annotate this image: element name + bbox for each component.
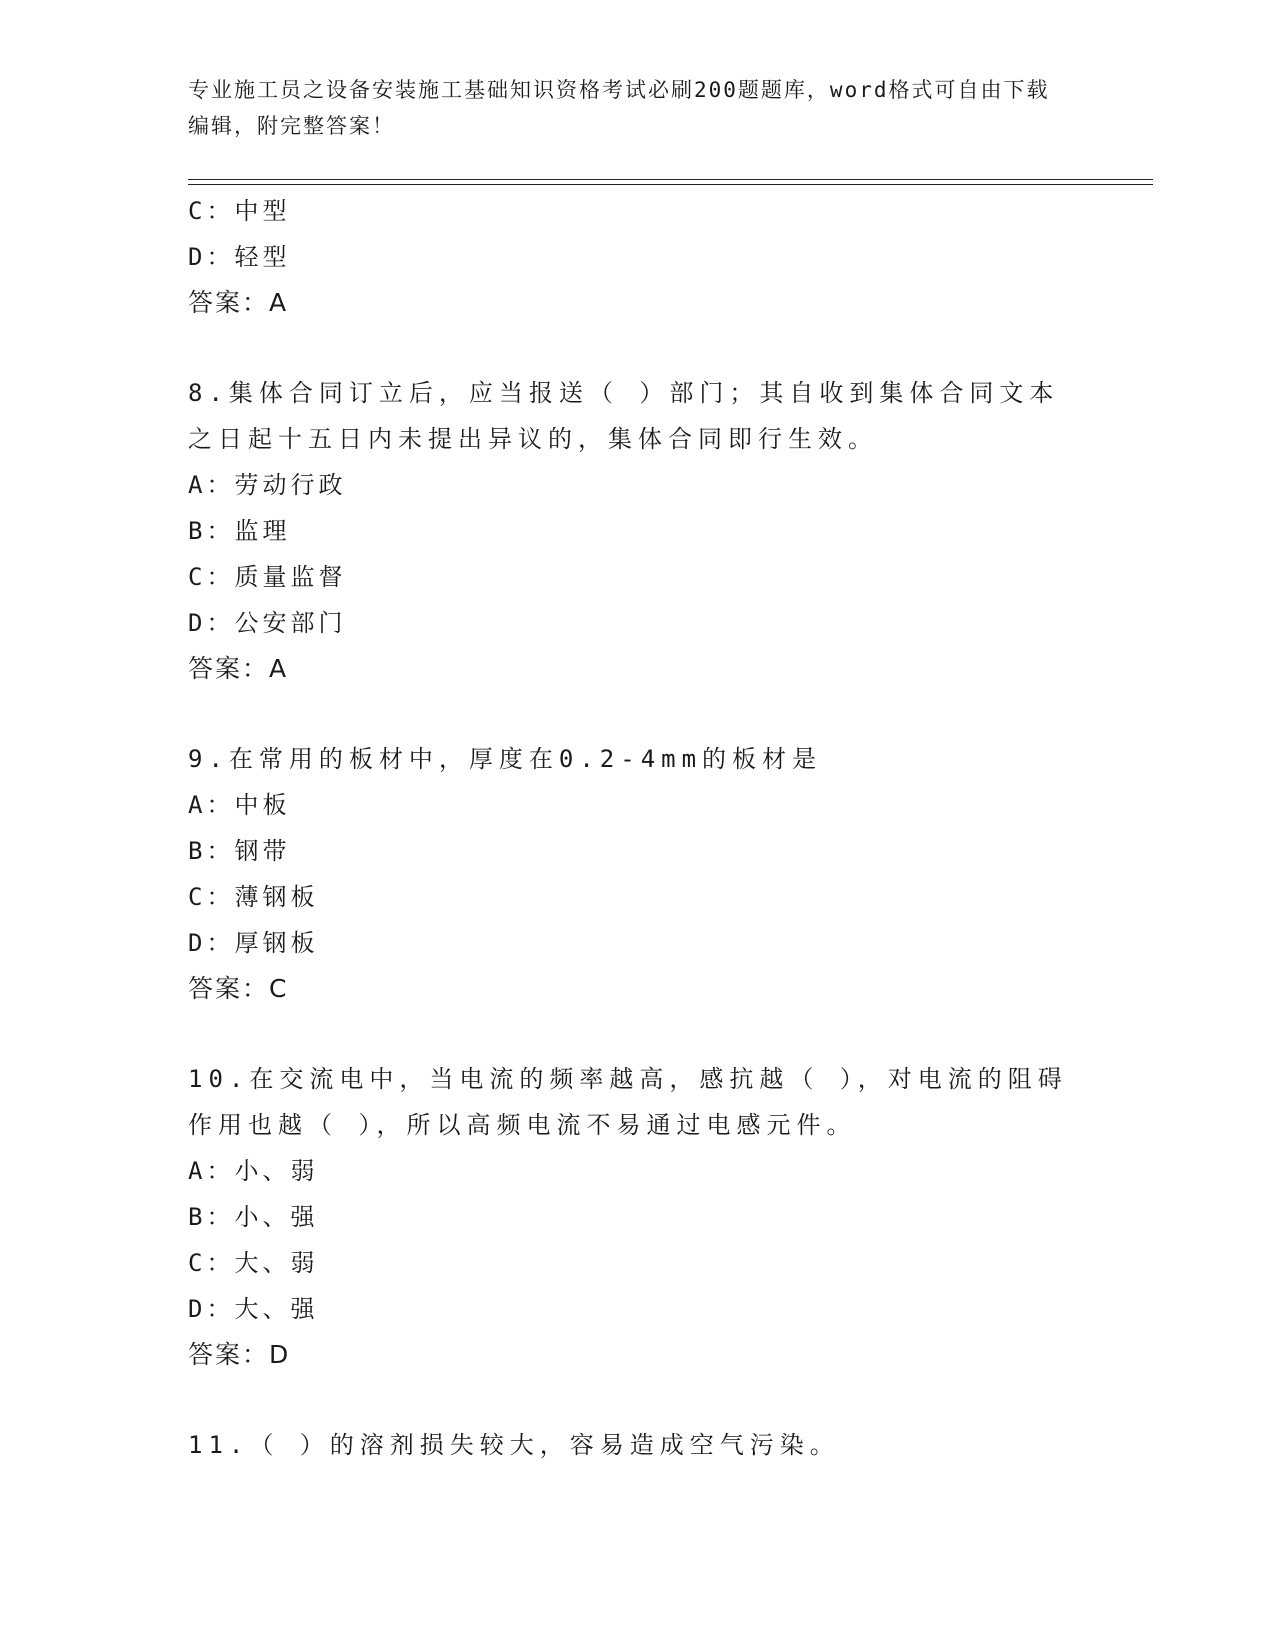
question-text: 9.在常用的板材中，厚度在0.2-4mm的板材是 xyxy=(188,745,823,773)
option-c: C：中型 xyxy=(188,197,291,225)
option-c: C：薄钢板 xyxy=(188,883,319,911)
header-rule-bottom xyxy=(188,184,1153,185)
question-8 xyxy=(188,370,1088,692)
question-text: 10.在交流电中，当电流的频率越高，感抗越（ ），对电流的阻碍作用也越（ ），所以高频电流不易通过电感元件。 xyxy=(188,1065,1068,1139)
option-c: C：大、弱 xyxy=(188,1249,319,1277)
spacer xyxy=(188,1012,1088,1056)
option-b: B：监理 xyxy=(188,517,291,545)
question-9 xyxy=(188,736,1088,1012)
document-header xyxy=(188,72,1068,144)
answer-line: 答案：A xyxy=(188,288,289,317)
option-a: A：劳动行政 xyxy=(188,471,347,499)
question-10 xyxy=(188,1056,1088,1378)
option-b: B：钢带 xyxy=(188,837,291,865)
option-d: D：公安部门 xyxy=(188,609,347,637)
question-text: 11.（ ）的溶剂损失较大，容易造成空气污染。 xyxy=(188,1431,840,1459)
answer-line: 答案：A xyxy=(188,654,289,683)
question-text: 8.集体合同订立后，应当报送（ ）部门；其自收到集体合同文本之日起十五日内未提出异议的，集体合同即行生效。 xyxy=(188,379,1060,453)
option-a: A：小、弱 xyxy=(188,1157,319,1185)
spacer xyxy=(188,326,1088,370)
answer-line: 答案：C xyxy=(188,974,289,1003)
header-title: 专业施工员之设备安装施工基础知识资格考试必刷200题题库，word格式可自由下载编辑，附完整答案！ xyxy=(188,78,1050,138)
spacer xyxy=(188,1378,1088,1422)
question-11 xyxy=(188,1422,1088,1468)
answer-line: 答案：D xyxy=(188,1340,291,1369)
option-b: B：小、强 xyxy=(188,1203,319,1231)
option-d: D：大、强 xyxy=(188,1295,319,1323)
spacer xyxy=(188,692,1088,736)
option-d: D：厚钢板 xyxy=(188,929,319,957)
option-d: D：轻型 xyxy=(188,243,291,271)
header-rule-top xyxy=(188,179,1153,180)
option-c: C：质量监督 xyxy=(188,563,347,591)
question-list xyxy=(188,188,1088,1468)
option-a: A：中板 xyxy=(188,791,291,819)
